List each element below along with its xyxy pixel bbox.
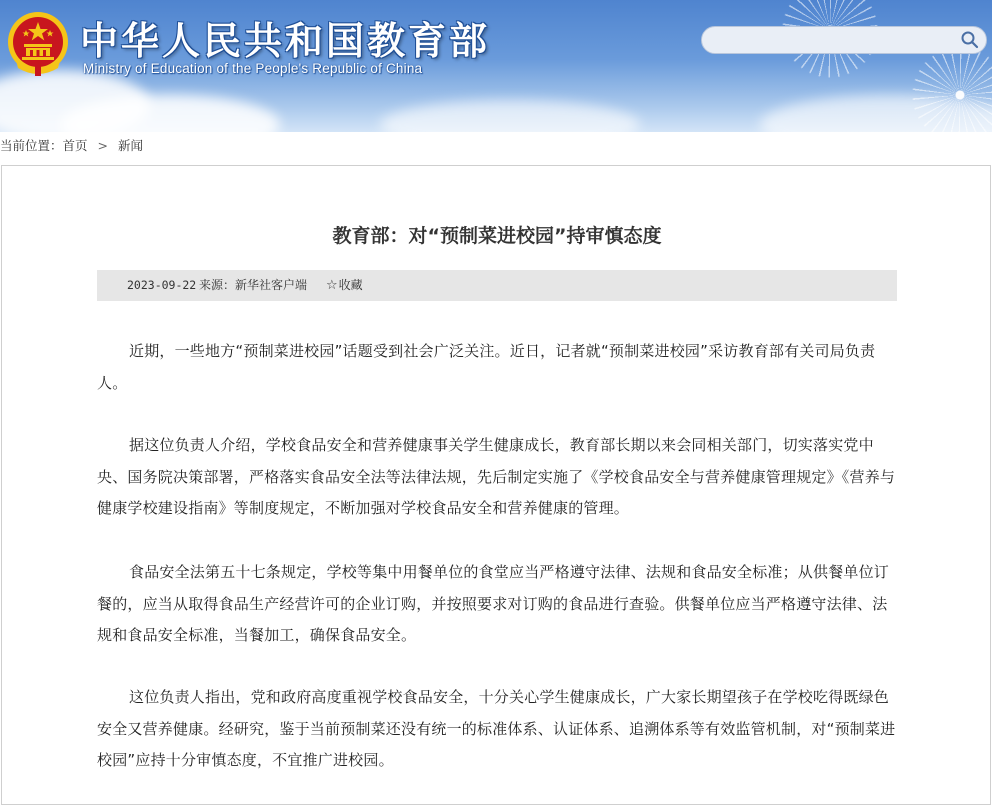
source-name: 新华社客户端 bbox=[235, 278, 308, 292]
search-icon[interactable] bbox=[960, 30, 980, 50]
article-paragraph: 据这位负责人介绍，学校食品安全和营养健康事关学生健康成长，教育部长期以来会同相关部门，切实落实党中央、国务院决策部署，严格落实食品安全法等法律法规，先后制定实施了《学校食品安全与营养健康管理规定》《营养与健康学校建设指南》等制度规定，不断加强对学校食品安全和营养健康的管理。 bbox=[97, 436, 896, 517]
cloud-decoration bbox=[380, 100, 640, 132]
breadcrumb bbox=[0, 134, 143, 158]
breadcrumb-item-home[interactable]: 首页 bbox=[62, 138, 88, 153]
breadcrumb-prefix: 当前位置： bbox=[0, 138, 63, 153]
article-panel bbox=[1, 165, 991, 805]
search-box bbox=[701, 26, 987, 54]
article-paragraph: 近期，一些地方“预制菜进校园”话题受到社会广泛关注。近日，记者就“预制菜进校园”采访教育部有关司局负责人。 bbox=[97, 342, 876, 392]
national-emblem-icon bbox=[6, 8, 70, 78]
favorite-label: 收藏 bbox=[338, 278, 363, 292]
breadcrumb-separator: > bbox=[97, 138, 109, 153]
star-outline-icon: ☆ bbox=[326, 278, 338, 293]
article-paragraph: 这位负责人指出，党和政府高度重视学校食品安全，十分关心学生健康成长，广大家长期望孩子在学校吃得既绿色安全又营养健康。经研究，鉴于当前预制菜还没有统一的标准体系、认证体系、追溯体系等有效监管机制，对“预制菜进校园”应持十分审慎态度，不宜推广进校园。 bbox=[97, 688, 896, 769]
article-title: 教育部：对“预制菜进校园”持审慎态度 bbox=[332, 225, 662, 247]
article-meta-bar bbox=[97, 270, 897, 301]
publish-date: 2023-09-22 bbox=[127, 278, 197, 292]
site-subtitle: Ministry of Education of the People's Republic of China bbox=[83, 61, 423, 76]
search-input[interactable] bbox=[714, 30, 958, 52]
site-title: 中华人民共和国教育部 bbox=[80, 19, 491, 63]
header-banner bbox=[0, 0, 992, 132]
favorite-button[interactable] bbox=[326, 270, 363, 301]
breadcrumb-item-news[interactable]: 新闻 bbox=[118, 138, 144, 153]
source-label: 来源： bbox=[199, 278, 236, 292]
article-paragraph: 食品安全法第五十七条规定，学校等集中用餐单位的食堂应当严格遵守法律、法规和食品安全标准；从供餐单位订餐的，应当从取得食品生产经营许可的企业订购，并按照要求对订购的食品进行查验。供餐单位应当严格遵守法律、法规和食品安全标准，当餐加工，确保食品安全。 bbox=[97, 563, 890, 644]
